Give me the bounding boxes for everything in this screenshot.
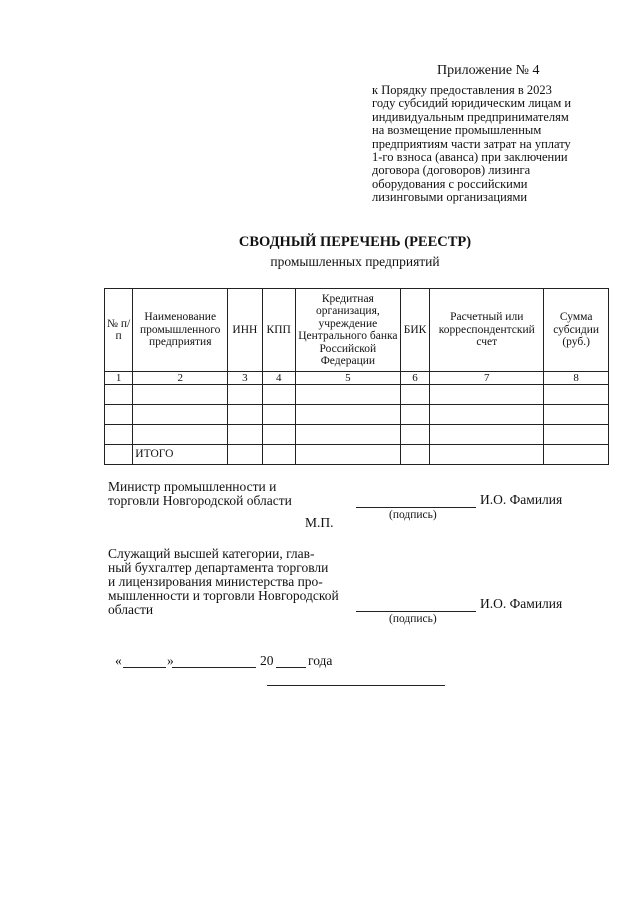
table-header-row xyxy=(105,289,609,372)
column-header: № п/п xyxy=(105,289,133,372)
minister-title-line: Министр промышленности и xyxy=(108,479,277,494)
accountant-title-line: области xyxy=(108,602,154,617)
date-open-quote: « xyxy=(115,653,122,668)
column-number: 6 xyxy=(400,372,429,385)
appendix-line: договора (договоров) лизинга xyxy=(372,163,531,178)
column-number: 8 xyxy=(544,372,609,385)
column-header: Расчетный или корреспондентский счет xyxy=(430,289,544,372)
document-title: СВОДНЫЙ ПЕРЕЧЕНЬ (РЕЕСТР) xyxy=(238,234,472,250)
table-row xyxy=(105,425,609,445)
accountant-name: И.О. Фамилия xyxy=(480,596,563,611)
column-number: 2 xyxy=(133,372,228,385)
table-row xyxy=(105,385,609,405)
appendix-line: к Порядку предоставления в 2023 xyxy=(372,83,552,97)
date-year-line xyxy=(276,654,306,668)
seal-label: М.П. xyxy=(305,515,334,530)
column-header: КПП xyxy=(262,289,295,372)
appendix-line: году субсидий юридическим лицам и xyxy=(372,96,572,111)
column-header: БИК xyxy=(400,289,429,372)
date-month-line xyxy=(172,654,256,668)
appendix-description xyxy=(372,84,602,205)
accountant-title-line: мышленности и торговли Новгородской xyxy=(108,588,339,603)
total-row xyxy=(105,445,609,465)
minister-name: И.О. Фамилия xyxy=(480,492,563,507)
column-number-row xyxy=(105,372,609,385)
appendix-line: на возмещение промышленным xyxy=(372,123,542,138)
column-number: 4 xyxy=(262,372,295,385)
minister-title xyxy=(108,480,292,508)
signature-caption: (подпись) xyxy=(389,613,437,625)
date-year-suffix: года xyxy=(308,653,333,668)
signature-caption: (подпись) xyxy=(389,509,437,521)
column-header: Наименование промышленного предприятия xyxy=(133,289,228,372)
registry-table xyxy=(104,288,609,465)
accountant-title-line: Служащий высшей категории, глав- xyxy=(108,546,315,561)
document-subtitle: промышленных предприятий xyxy=(270,254,440,269)
column-header: Кредитная организация, учреждение Центрального банка Российской Федерации xyxy=(295,289,400,372)
date-close-quote: » xyxy=(167,653,174,668)
table-row xyxy=(105,405,609,425)
appendix-title: Приложение № 4 xyxy=(437,63,540,78)
appendix-line: лизинговыми организациями xyxy=(372,190,528,205)
column-number: 5 xyxy=(295,372,400,385)
column-number: 3 xyxy=(228,372,262,385)
minister-title-line: торговли Новгородской области xyxy=(108,493,292,508)
accountant-title-line: ный бухгалтер департамента торговли xyxy=(108,560,329,575)
date-day-line xyxy=(123,654,166,668)
date-year-prefix: 20 xyxy=(260,653,274,668)
column-number: 7 xyxy=(430,372,544,385)
column-number: 1 xyxy=(105,372,133,385)
appendix-line: оборудования с российскими xyxy=(372,176,528,191)
appendix-line: индивидуальным предпринимателям xyxy=(372,109,569,124)
appendix-line: 1-го взноса (аванса) при заключении xyxy=(372,150,568,165)
appendix-line: предприятиям части затрат на уплату xyxy=(372,136,571,151)
minister-signature-line xyxy=(356,494,476,508)
column-header: ИНН xyxy=(228,289,262,372)
bottom-signature-line xyxy=(267,673,445,686)
accountant-signature-line xyxy=(356,598,476,612)
accountant-title xyxy=(108,547,339,617)
column-header: Сумма субсидии (руб.) xyxy=(544,289,609,372)
total-label: ИТОГО xyxy=(133,445,228,465)
accountant-title-line: и лицензирования министерства про- xyxy=(108,574,323,589)
